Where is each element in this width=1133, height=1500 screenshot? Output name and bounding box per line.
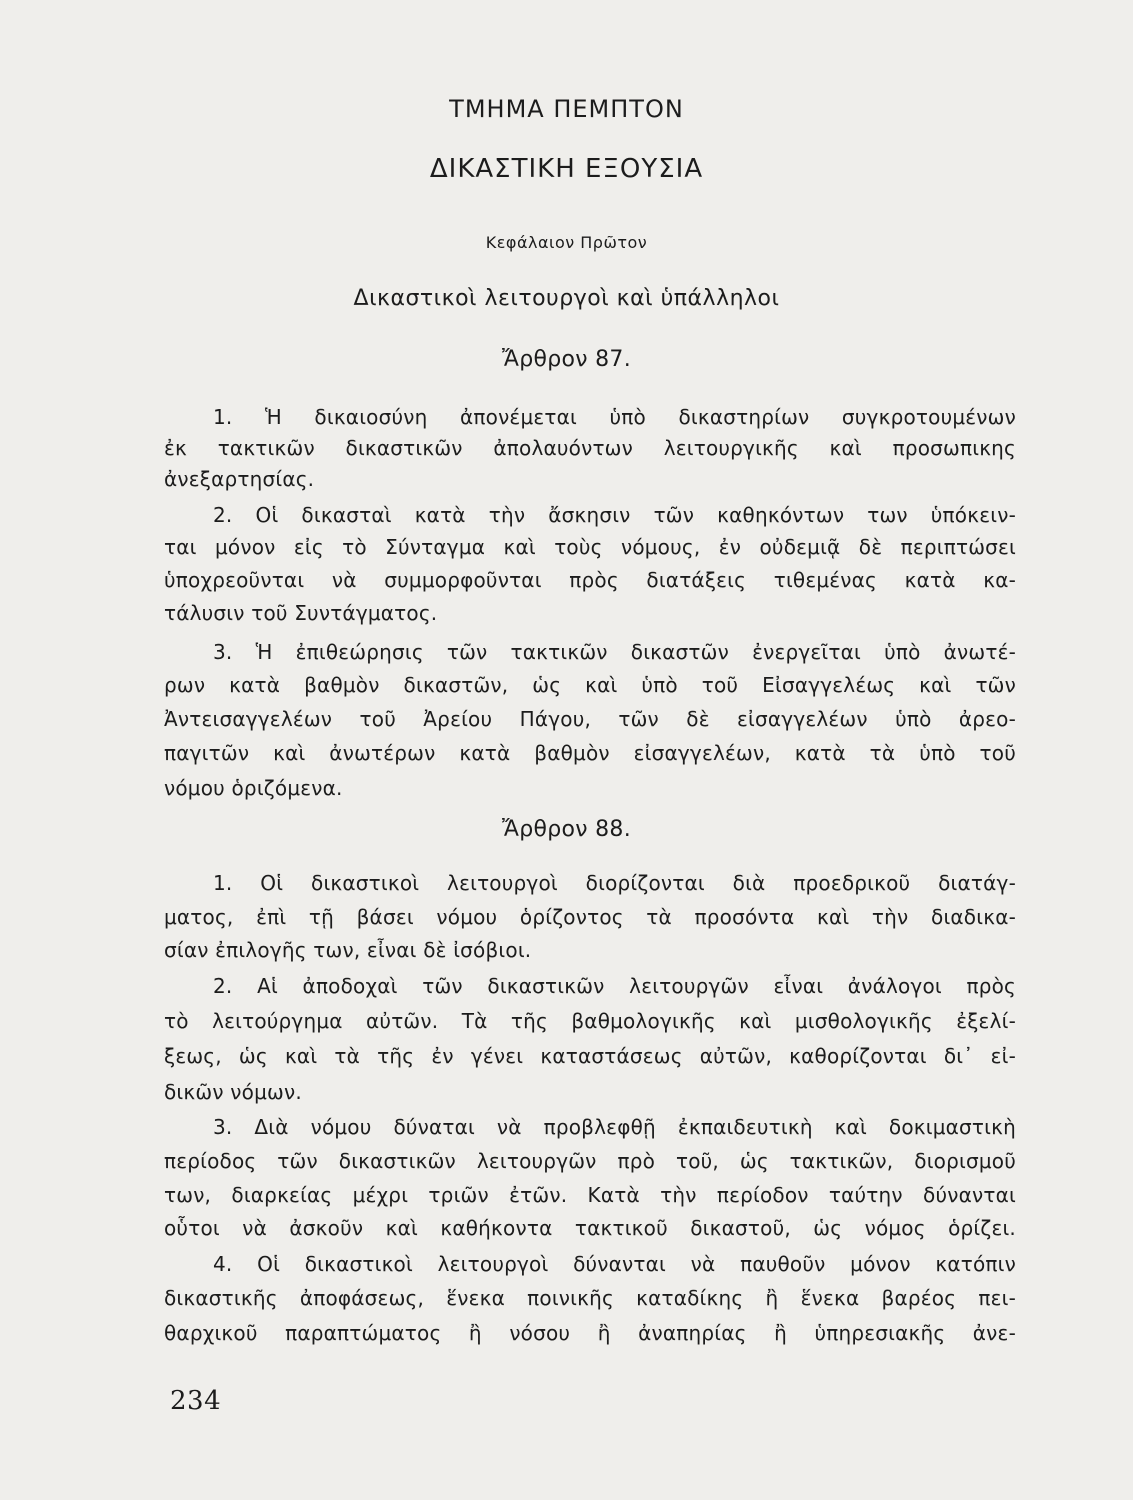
text-line: ὑποχρεοῦνται νὰ συμμορφοῦνται πρὸς διατάξεις τιθεμένας κατὰ κα-	[164, 568, 1016, 592]
text-line: παγιτῶν καὶ ἀνωτέρων κατὰ βαθμὸν εἰσαγγελέων, κατὰ τὰ ὑπὸ τοῦ	[164, 741, 1016, 765]
text-line: 1. Ἡ δικαιοσύνη ἀπονέμεται ὑπὸ δικαστηρίων συγκροτουμένων	[213, 405, 1016, 429]
text-line: Ἀντεισαγγελέων τοῦ Ἀρείου Πάγου, τῶν δὲ εἰσαγγελέων ὑπὸ ἀρεο-	[164, 707, 1016, 731]
text-line: 2. Οἱ δικασταὶ κατὰ τὴν ἄσκησιν τῶν καθηκόντων των ὑπόκειν-	[213, 503, 1016, 527]
text-line: τάλυσιν τοῦ Συντάγματος.	[164, 601, 438, 625]
text-line: ται μόνον εἰς τὸ Σύνταγμα καὶ τοὺς νόμους, ἐν οὐδεμιᾷ δὲ περιπτώσει	[164, 535, 1016, 559]
text-line: σίαν ἐπιλογῆς των, εἶναι δὲ ἰσόβιοι.	[164, 938, 532, 962]
text-line: 3. Ἡ ἐπιθεώρησις τῶν τακτικῶν δικαστῶν ἐνεργεῖται ὑπὸ ἀνωτέ-	[213, 640, 1016, 664]
text-line: οὗτοι νὰ ἀσκοῦν καὶ καθήκοντα τακτικοῦ δικαστοῦ, ὡς νόμος ὁρίζει.	[164, 1216, 1016, 1240]
chapter-heading: Κεφάλαιον Πρῶτον	[485, 233, 648, 252]
text-line: ρων κατὰ βαθμὸν δικαστῶν, ὡς καὶ ὑπὸ τοῦ Εἰσαγγελέως καὶ τῶν	[164, 673, 1016, 697]
text-line: ἀνεξαρτησίας.	[164, 467, 315, 491]
part-heading: ΤΜΗΜΑ ΠΕΜΠΤΟΝ	[449, 95, 684, 123]
text-line: 4. Οἱ δικαστικοὶ λειτουργοὶ δύνανται νὰ παυθοῦν μόνον κατόπιν	[213, 1252, 1016, 1276]
article-87-heading: Ἄρθρον 87.	[501, 347, 632, 372]
text-line: νόμου ὁριζόμενα.	[164, 776, 343, 800]
text-line: 3. Διὰ νόμου δύναται νὰ προβλεφθῇ ἐκπαιδευτικὴ καὶ δοκιμαστικὴ	[213, 1115, 1016, 1139]
subsection-heading: Δικαστικοὶ λειτουργοὶ καὶ ὑπάλληλοι	[353, 286, 780, 311]
section-title-heading: ΔΙΚΑΣΤΙΚΗ ΕΞΟΥΣΙΑ	[429, 154, 704, 184]
text-line: περίοδος τῶν δικαστικῶν λειτουργῶν πρὸ τοῦ, ὡς τακτικῶν, διορισμοῦ	[164, 1149, 1016, 1173]
text-line: 1. Οἱ δικαστικοὶ λειτουργοὶ διορίζονται διὰ προεδρικοῦ διατάγ-	[213, 871, 1016, 895]
text-line: 2. Αἱ ἀποδοχαὶ τῶν δικαστικῶν λειτουργῶν εἶναι ἀνάλογοι πρὸς	[213, 974, 1016, 998]
text-line: ἐκ τακτικῶν δικαστικῶν ἀπολαυόντων λειτουργικῆς καὶ προσωπικης	[164, 436, 1016, 460]
text-line: ξεως, ὡς καὶ τὰ τῆς ἐν γένει καταστάσεως αὐτῶν, καθορίζονται δι᾽ εἰ-	[164, 1044, 1016, 1068]
article-88-heading: Ἄρθρον 88.	[501, 817, 632, 842]
page-number: 234	[170, 1386, 222, 1416]
text-line: δικαστικῆς ἀποφάσεως, ἕνεκα ποινικῆς καταδίκης ἢ ἕνεκα βαρέος πει-	[164, 1286, 1016, 1310]
text-line: θαρχικοῦ παραπτώματος ἢ νόσου ἢ ἀναπηρίας ἢ ὑπηρεσιακῆς ἀνε-	[164, 1321, 1016, 1345]
text-line: ματος, ἐπὶ τῇ βάσει νόμου ὁρίζοντος τὰ προσόντα καὶ τὴν διαδικα-	[164, 905, 1016, 929]
text-line: τὸ λειτούργημα αὐτῶν. Τὰ τῆς βαθμολογικῆς καὶ μισθολογικῆς ἐξελί-	[164, 1009, 1016, 1033]
text-line: δικῶν νόμων.	[164, 1080, 302, 1104]
text-line: των, διαρκείας μέχρι τριῶν ἐτῶν. Κατὰ τὴν περίοδον ταύτην δύνανται	[164, 1183, 1016, 1207]
